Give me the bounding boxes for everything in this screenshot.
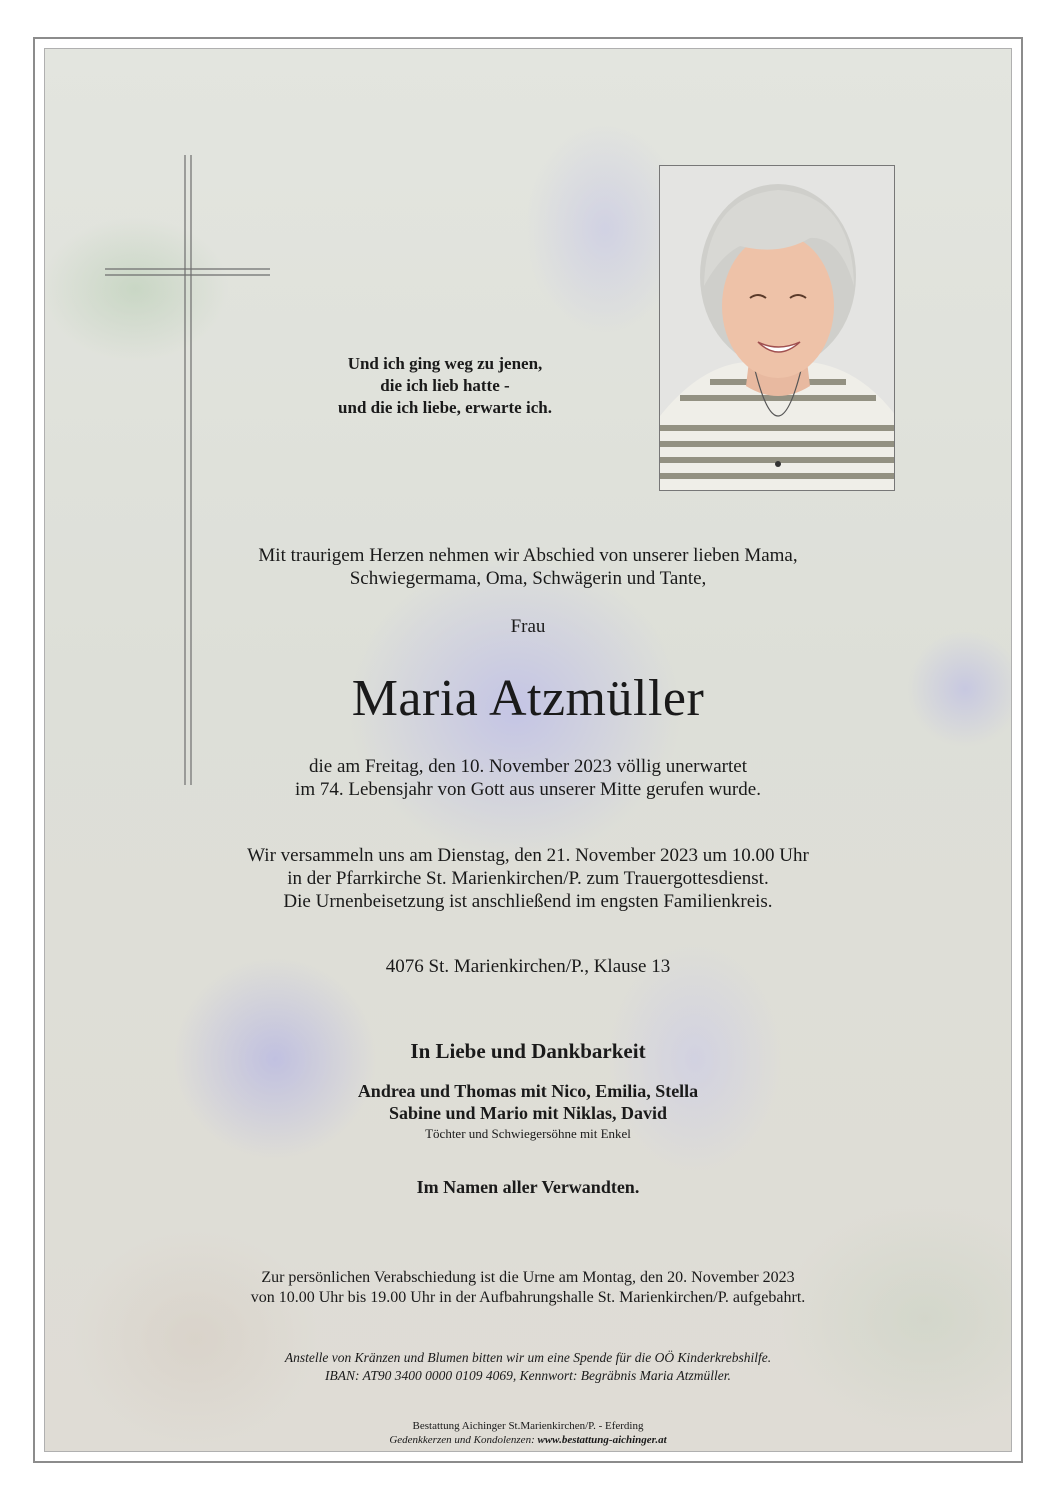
announcement-text xyxy=(45,544,1011,590)
family-members xyxy=(45,1080,1011,1124)
donation-note xyxy=(45,1349,1011,1385)
condolence-label: Gedenkkerzen und Kondolenzen: xyxy=(389,1434,535,1446)
death-info xyxy=(45,755,1011,801)
address: 4076 St. Marienkirchen/P., Klause 13 xyxy=(385,956,671,977)
viewing-line: von 10.00 Uhr bis 19.00 Uhr in der Aufbahrungshalle St. Marienkirchen/P. aufgebahrt. xyxy=(250,1289,806,1306)
memorial-quote xyxy=(275,353,615,419)
donation-line: IBAN: AT90 3400 0000 0109 4069, Kennwort: Begräbnis Maria Atzmüller. xyxy=(325,1368,731,1383)
service-line: Die Urnenbeisetzung ist anschließend im engsten Familienkreis. xyxy=(283,891,773,912)
deceased-name: Maria Atzmüller xyxy=(351,670,705,727)
relatives-note: Im Namen aller Verwandten. xyxy=(416,1177,640,1197)
viewing-line: Zur persönlichen Verabschiedung ist die Urne am Montag, den 20. November 2023 xyxy=(261,1269,795,1286)
service-info xyxy=(45,844,1011,913)
family-heading: In Liebe und Dankbarkeit xyxy=(410,1039,646,1063)
death-info-line: im 74. Lebensjahr von Gott aus unserer Mitte gerufen wurde. xyxy=(295,779,761,800)
portrait-illustration xyxy=(660,166,895,491)
service-line: in der Pfarrkirche St. Marienkirchen/P. zum Trauergottesdienst. xyxy=(287,868,769,889)
funeral-home: Bestattung Aichinger St.Marienkirchen/P. - Eferding xyxy=(412,1420,644,1432)
service-line: Wir versammeln uns am Dienstag, den 21. November 2023 um 10.00 Uhr xyxy=(247,845,809,866)
family-relation: Töchter und Schwiegersöhne mit Enkel xyxy=(425,1126,631,1141)
obituary-frame xyxy=(33,37,1023,1463)
viewing-info xyxy=(45,1268,1011,1308)
salutation: Frau xyxy=(510,616,546,637)
family-line: Andrea und Thomas mit Nico, Emilia, Stella xyxy=(357,1081,699,1101)
website-link[interactable]: www.bestattung-aichinger.at xyxy=(537,1434,667,1446)
portrait-photo xyxy=(659,165,895,491)
family-line: Sabine und Mario mit Niklas, David xyxy=(388,1103,668,1123)
quote-line: die ich lieb hatte - xyxy=(380,376,510,395)
death-info-line: die am Freitag, den 10. November 2023 völlig unerwartet xyxy=(309,756,747,777)
announcement-line: Mit traurigem Herzen nehmen wir Abschied von unserer lieben Mama, xyxy=(258,545,798,566)
condolence-line xyxy=(45,1433,1011,1447)
floral-background xyxy=(44,48,1012,1452)
announcement-line: Schwiegermama, Oma, Schwägerin und Tante, xyxy=(349,568,707,589)
quote-line: und die ich liebe, erwarte ich. xyxy=(338,398,552,417)
donation-line: Anstelle von Kränzen und Blumen bitten wir um eine Spende für die OÖ Kinderkrebshilfe. xyxy=(284,1350,772,1365)
quote-line: Und ich ging weg zu jenen, xyxy=(347,354,543,373)
